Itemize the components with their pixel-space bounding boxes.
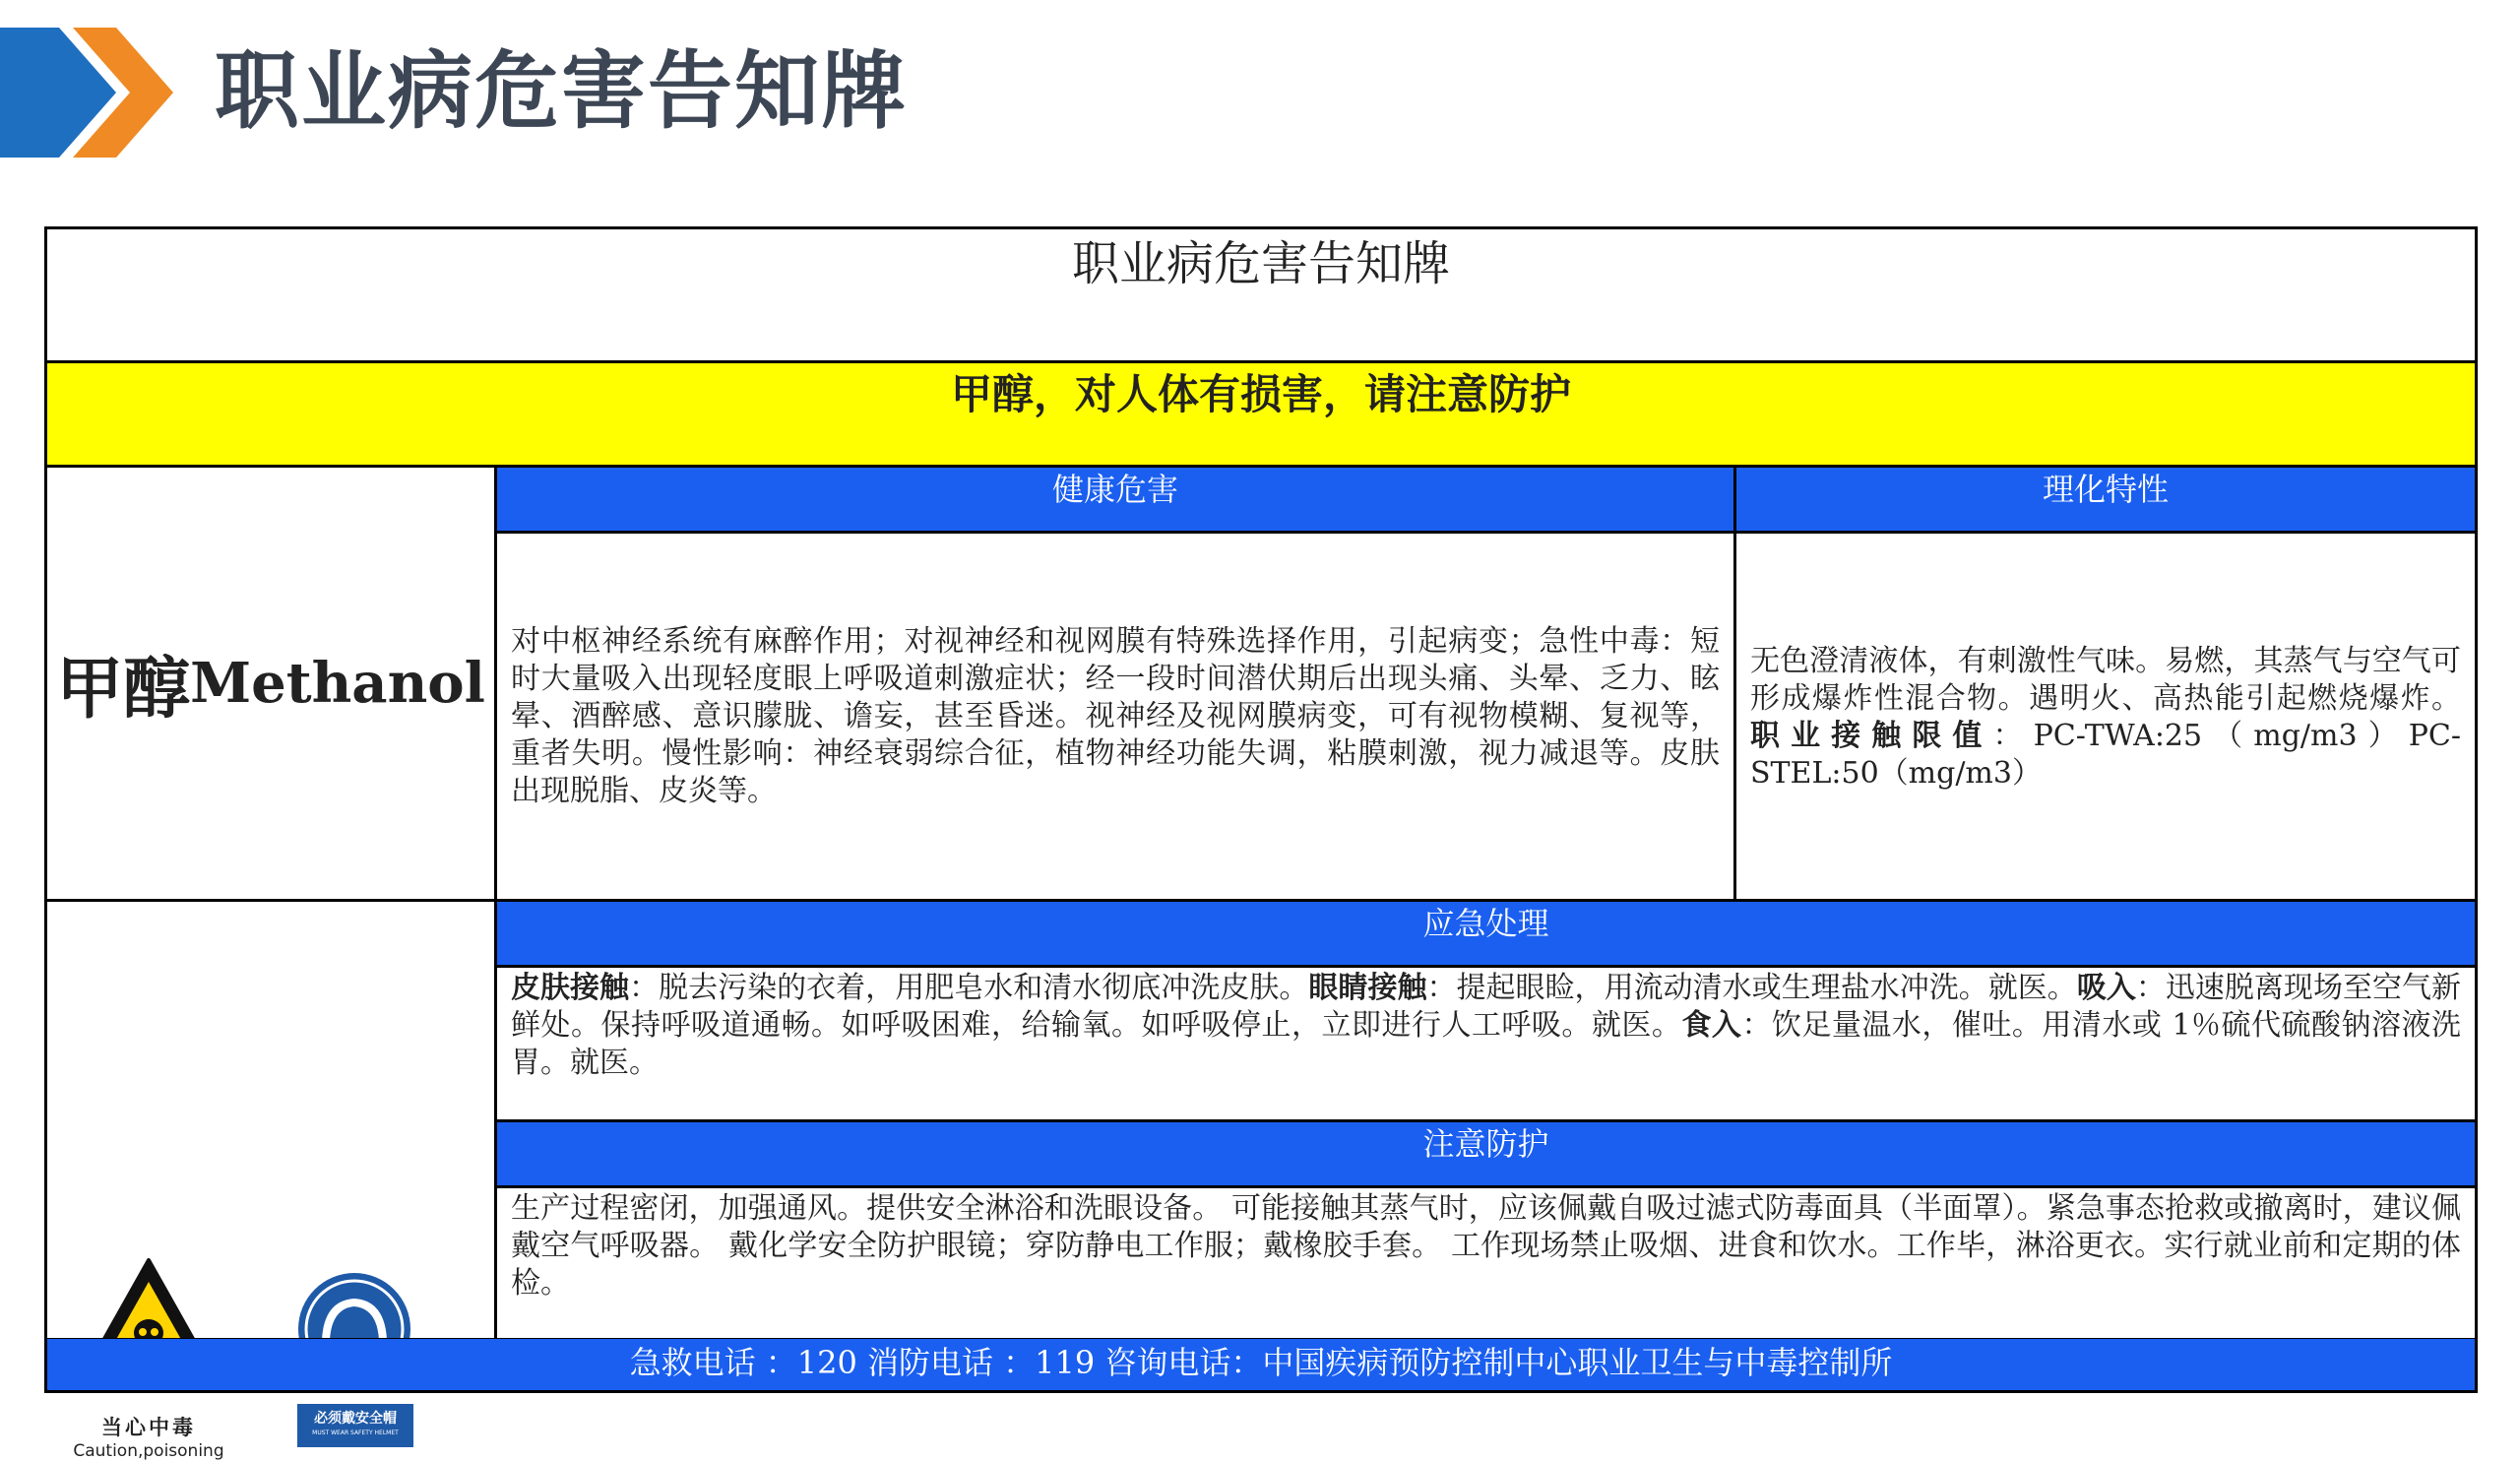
- ingestion-text: ：饮足量温水，催吐。用清水或 1％硫代硫酸钠溶液洗胃。就医。: [511, 1008, 2462, 1080]
- inhalation-label: 吸入: [2076, 971, 2136, 1005]
- physchem-desc: 无色澄清液体，有刺激性气味。易燃，其蒸气与空气可形成爆炸性混合物。遇明火、高热能引起燃烧爆炸。: [1750, 644, 2461, 716]
- warning-banner: 甲醇，对人体有损害，请注意防护: [47, 363, 2475, 465]
- exposure-limit-value: ：PC-TWA:25（mg/m3）PC-STEL:50（mg/m3）: [1750, 719, 2462, 791]
- hazard-board: [44, 226, 2478, 1461]
- helmet-sign-plate: [297, 1404, 413, 1447]
- health-hazard-header: 健康危害: [497, 468, 1733, 531]
- physchem-header: 理化特性: [1736, 468, 2475, 531]
- substance-name-cn: 甲醇: [56, 649, 191, 729]
- protection-text: 生产过程密闭，加强通风。提供安全淋浴和洗眼设备。 可能接触其蒸气时，应该佩戴自吸过滤式防毒面具（半面罩）。紧急事态抢救或撤离时，建议佩戴空气呼吸器。 戴化学安全防护眼镜；穿防静电工作服；戴橡胶手套。 工作现场禁止吸烟、进食和饮水。工作毕，淋浴更衣。实行就业前和定期的体检。: [511, 1191, 2461, 1301]
- poison-sign-cn: 当心中毒: [101, 1416, 196, 1439]
- inhalation-text: ：迅速脱离现场至空气新鲜处。保持呼吸道通畅。如呼吸困难，给输氧。如呼吸停止，立即进行人工呼吸。就医。: [511, 971, 2462, 1043]
- emergency-contacts-footer: 急救电话 ：120 消防电话 ：119 咨询电话：中国疾病预防控制中心职业卫生与中毒控制所: [47, 1339, 2475, 1390]
- substance-name: [47, 468, 494, 899]
- eye-contact-label: 眼睛接触: [1308, 971, 1427, 1005]
- substance-name-en: Methanol: [190, 651, 485, 716]
- health-hazard-text: 对中枢神经系统有麻醉作用；对视神经和视网膜有特殊选择作用，引起病变；急性中毒：短时大量吸入出现轻度眼上呼吸道刺激症状；经一段时间潜伏期后出现头痛、头晕、乏力、眩晕、酒醉感、意识朦胧、谵妄，甚至昏迷。视神经及视网膜病变，可有视物模糊、复视等，重者失明。慢性影响：神经衰弱综合征，植物神经功能失调，粘膜刺激，视力减退等。皮肤出现脱脂、皮炎等。: [511, 624, 1720, 808]
- protection-header: 注意防护: [497, 1122, 2475, 1185]
- helmet-sign-cn: 必须戴安全帽: [314, 1411, 397, 1427]
- emergency-header: 应急处理: [497, 902, 2475, 965]
- safety-signs: [47, 902, 494, 1461]
- ingestion-label: 食入: [1681, 1008, 1742, 1043]
- exposure-limit-label: 职业接触限值: [1750, 719, 1993, 753]
- skin-contact-text: ：脱去污染的衣着，用肥皂水和清水彻底冲洗皮肤。: [629, 971, 1309, 1005]
- skin-contact-label: 皮肤接触: [511, 971, 630, 1005]
- emergency-text: [497, 968, 2475, 1115]
- physchem-text: [1736, 633, 2475, 889]
- eye-contact-text: ：提起眼睑，用流动清水或生理盐水冲洗。就医。: [1426, 971, 2077, 1005]
- slide-title: 职业病危害告知牌: [215, 42, 908, 141]
- chevron-arrows-icon: [0, 28, 173, 158]
- helmet-sign-en: MUST WEAR SAFETY HELMET: [312, 1429, 399, 1436]
- board-title: 职业病危害告知牌: [1071, 236, 1450, 291]
- poison-sign-en: Caution,poisoning: [73, 1441, 224, 1461]
